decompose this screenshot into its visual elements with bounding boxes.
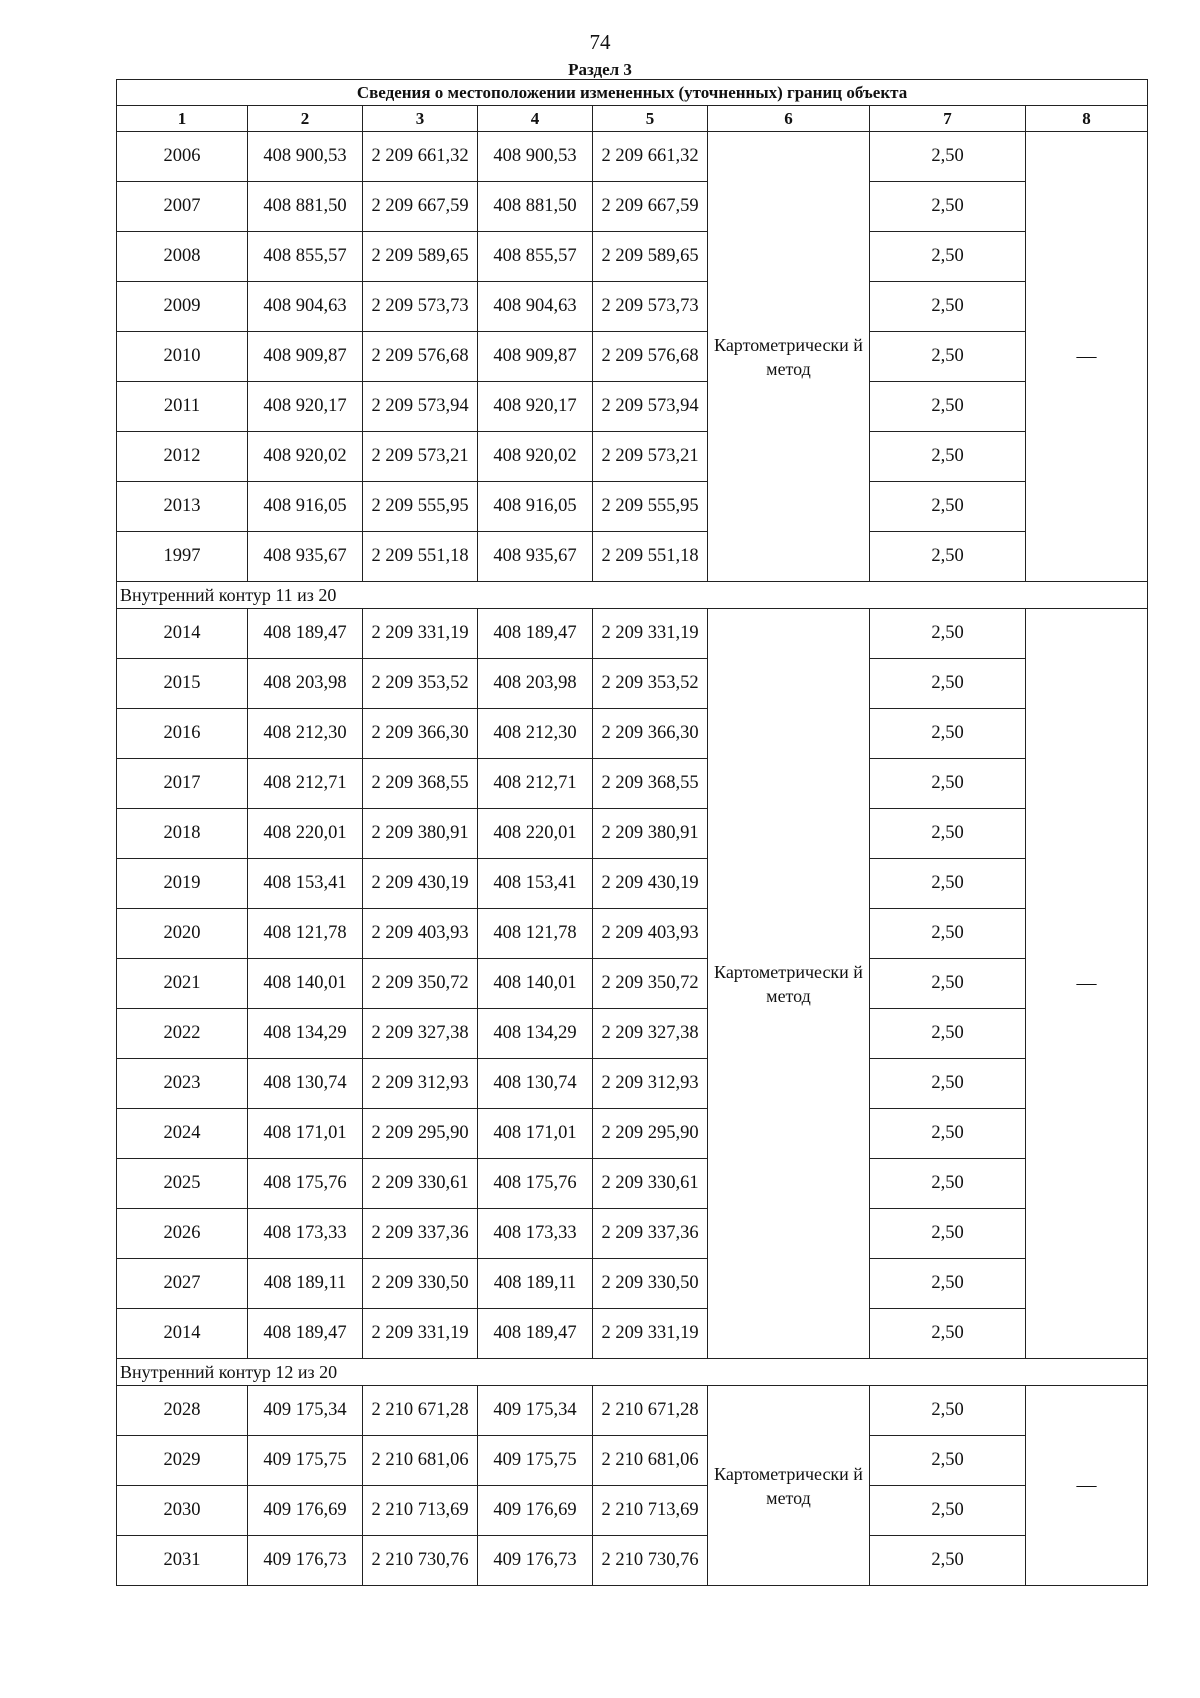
- table-body: [117, 132, 1148, 1586]
- point-number-cell: 2022: [117, 1009, 248, 1059]
- table-row: [117, 909, 1148, 959]
- point-number-cell: 2019: [117, 859, 248, 909]
- contour-label-row: [117, 1359, 1148, 1386]
- y-new-cell: 2 209 380,91: [593, 809, 708, 859]
- x-old-cell: 408 203,98: [248, 659, 363, 709]
- note-cell: —: [1026, 132, 1148, 582]
- point-number-cell: 1997: [117, 532, 248, 582]
- table-row: [117, 382, 1148, 432]
- point-number-cell: 2006: [117, 132, 248, 182]
- y-new-cell: 2 209 327,38: [593, 1009, 708, 1059]
- x-old-cell: 408 121,78: [248, 909, 363, 959]
- point-number-cell: 2020: [117, 909, 248, 959]
- point-number-cell: 2018: [117, 809, 248, 859]
- x-old-cell: 408 881,50: [248, 182, 363, 232]
- table-row: [117, 859, 1148, 909]
- point-number-cell: 2024: [117, 1109, 248, 1159]
- table-row: [117, 132, 1148, 182]
- x-old-cell: 408 175,76: [248, 1159, 363, 1209]
- table-row: [117, 282, 1148, 332]
- y-new-cell: 2 209 337,36: [593, 1209, 708, 1259]
- y-new-cell: 2 209 403,93: [593, 909, 708, 959]
- table-row: [117, 1536, 1148, 1586]
- table-row: [117, 759, 1148, 809]
- x-new-cell: 409 176,73: [478, 1536, 593, 1586]
- x-new-cell: 408 189,47: [478, 609, 593, 659]
- point-number-cell: 2031: [117, 1536, 248, 1586]
- accuracy-cell: 2,50: [870, 232, 1026, 282]
- y-old-cell: 2 209 295,90: [363, 1109, 478, 1159]
- y-old-cell: 2 209 331,19: [363, 1309, 478, 1359]
- accuracy-cell: 2,50: [870, 382, 1026, 432]
- x-old-cell: 408 173,33: [248, 1209, 363, 1259]
- y-old-cell: 2 209 430,19: [363, 859, 478, 909]
- point-number-cell: 2021: [117, 959, 248, 1009]
- y-old-cell: 2 210 681,06: [363, 1436, 478, 1486]
- accuracy-cell: 2,50: [870, 532, 1026, 582]
- x-new-cell: 408 920,02: [478, 432, 593, 482]
- table-row: [117, 1259, 1148, 1309]
- accuracy-cell: 2,50: [870, 182, 1026, 232]
- point-number-cell: 2017: [117, 759, 248, 809]
- x-old-cell: 408 920,02: [248, 432, 363, 482]
- y-new-cell: 2 209 555,95: [593, 482, 708, 532]
- x-new-cell: 409 175,75: [478, 1436, 593, 1486]
- y-old-cell: 2 209 331,19: [363, 609, 478, 659]
- y-old-cell: 2 209 368,55: [363, 759, 478, 809]
- y-old-cell: 2 209 551,18: [363, 532, 478, 582]
- y-old-cell: 2 209 576,68: [363, 332, 478, 382]
- x-old-cell: 408 904,63: [248, 282, 363, 332]
- point-number-cell: 2008: [117, 232, 248, 282]
- table-row: [117, 1386, 1148, 1436]
- boundary-coordinates-table: [116, 79, 1148, 1586]
- accuracy-cell: 2,50: [870, 1059, 1026, 1109]
- x-new-cell: 408 881,50: [478, 182, 593, 232]
- accuracy-cell: 2,50: [870, 1209, 1026, 1259]
- x-new-cell: 408 203,98: [478, 659, 593, 709]
- x-old-cell: 408 134,29: [248, 1009, 363, 1059]
- column-number-header: 3: [363, 106, 478, 132]
- x-old-cell: 408 220,01: [248, 809, 363, 859]
- y-old-cell: 2 209 573,21: [363, 432, 478, 482]
- y-new-cell: 2 209 573,21: [593, 432, 708, 482]
- table-row: [117, 1159, 1148, 1209]
- x-new-cell: 408 189,47: [478, 1309, 593, 1359]
- accuracy-cell: 2,50: [870, 809, 1026, 859]
- point-number-cell: 2026: [117, 1209, 248, 1259]
- y-old-cell: 2 209 337,36: [363, 1209, 478, 1259]
- y-old-cell: 2 210 730,76: [363, 1536, 478, 1586]
- y-old-cell: 2 209 327,38: [363, 1009, 478, 1059]
- y-old-cell: 2 210 713,69: [363, 1486, 478, 1536]
- point-number-cell: 2009: [117, 282, 248, 332]
- x-old-cell: 408 189,47: [248, 609, 363, 659]
- x-old-cell: 408 212,30: [248, 709, 363, 759]
- column-number-header: 4: [478, 106, 593, 132]
- y-new-cell: 2 209 573,73: [593, 282, 708, 332]
- contour-label: Внутренний контур 12 из 20: [117, 1359, 1148, 1386]
- y-old-cell: 2 209 589,65: [363, 232, 478, 282]
- table-row: [117, 1009, 1148, 1059]
- table-row: [117, 232, 1148, 282]
- column-number-header: 2: [248, 106, 363, 132]
- x-old-cell: 408 153,41: [248, 859, 363, 909]
- x-new-cell: 408 212,71: [478, 759, 593, 809]
- accuracy-cell: 2,50: [870, 1009, 1026, 1059]
- accuracy-cell: 2,50: [870, 1486, 1026, 1536]
- x-old-cell: 408 212,71: [248, 759, 363, 809]
- point-number-cell: 2029: [117, 1436, 248, 1486]
- accuracy-cell: 2,50: [870, 132, 1026, 182]
- accuracy-cell: 2,50: [870, 609, 1026, 659]
- x-old-cell: 409 175,34: [248, 1386, 363, 1436]
- y-new-cell: 2 209 667,59: [593, 182, 708, 232]
- table-caption: Сведения о местоположении измененных (уточненных) границ объекта: [117, 80, 1148, 106]
- y-new-cell: 2 209 368,55: [593, 759, 708, 809]
- x-new-cell: 408 153,41: [478, 859, 593, 909]
- point-number-cell: 2027: [117, 1259, 248, 1309]
- y-old-cell: 2 209 573,94: [363, 382, 478, 432]
- accuracy-cell: 2,50: [870, 909, 1026, 959]
- note-cell: —: [1026, 1386, 1148, 1586]
- accuracy-cell: 2,50: [870, 1386, 1026, 1436]
- accuracy-cell: 2,50: [870, 332, 1026, 382]
- y-new-cell: 2 210 681,06: [593, 1436, 708, 1486]
- accuracy-cell: 2,50: [870, 1536, 1026, 1586]
- y-new-cell: 2 209 353,52: [593, 659, 708, 709]
- point-number-cell: 2012: [117, 432, 248, 482]
- y-old-cell: 2 209 403,93: [363, 909, 478, 959]
- point-number-cell: 2015: [117, 659, 248, 709]
- accuracy-cell: 2,50: [870, 759, 1026, 809]
- accuracy-cell: 2,50: [870, 1159, 1026, 1209]
- x-old-cell: 409 176,73: [248, 1536, 363, 1586]
- table-row: [117, 659, 1148, 709]
- x-new-cell: 408 121,78: [478, 909, 593, 959]
- x-old-cell: 408 900,53: [248, 132, 363, 182]
- column-number-header: 1: [117, 106, 248, 132]
- x-new-cell: 408 920,17: [478, 382, 593, 432]
- x-new-cell: 408 916,05: [478, 482, 593, 532]
- y-old-cell: 2 209 667,59: [363, 182, 478, 232]
- x-old-cell: 409 176,69: [248, 1486, 363, 1536]
- page-number: 74: [589, 30, 611, 54]
- y-old-cell: 2 209 573,73: [363, 282, 478, 332]
- y-new-cell: 2 209 312,93: [593, 1059, 708, 1109]
- x-old-cell: 408 140,01: [248, 959, 363, 1009]
- y-new-cell: 2 209 589,65: [593, 232, 708, 282]
- table-row: [117, 182, 1148, 232]
- x-new-cell: 408 904,63: [478, 282, 593, 332]
- x-old-cell: 408 920,17: [248, 382, 363, 432]
- table-row: [117, 332, 1148, 382]
- x-new-cell: 408 935,67: [478, 532, 593, 582]
- y-new-cell: 2 210 671,28: [593, 1386, 708, 1436]
- table-row: [117, 1486, 1148, 1536]
- point-number-cell: 2010: [117, 332, 248, 382]
- y-old-cell: 2 209 380,91: [363, 809, 478, 859]
- table-row: [117, 609, 1148, 659]
- y-new-cell: 2 209 330,61: [593, 1159, 708, 1209]
- y-old-cell: 2 209 350,72: [363, 959, 478, 1009]
- column-number-header: 5: [593, 106, 708, 132]
- column-number-header: 7: [870, 106, 1026, 132]
- x-old-cell: 408 189,47: [248, 1309, 363, 1359]
- x-new-cell: 409 176,69: [478, 1486, 593, 1536]
- method-cell: Картометрически й метод: [708, 609, 870, 1359]
- y-new-cell: 2 209 295,90: [593, 1109, 708, 1159]
- x-new-cell: 408 173,33: [478, 1209, 593, 1259]
- y-new-cell: 2 209 430,19: [593, 859, 708, 909]
- y-new-cell: 2 209 331,19: [593, 1309, 708, 1359]
- y-new-cell: 2 209 661,32: [593, 132, 708, 182]
- x-old-cell: 408 189,11: [248, 1259, 363, 1309]
- accuracy-cell: 2,50: [870, 959, 1026, 1009]
- y-old-cell: 2 209 366,30: [363, 709, 478, 759]
- accuracy-cell: 2,50: [870, 659, 1026, 709]
- table-row: [117, 1209, 1148, 1259]
- accuracy-cell: 2,50: [870, 482, 1026, 532]
- y-old-cell: 2 209 312,93: [363, 1059, 478, 1109]
- x-old-cell: 408 935,67: [248, 532, 363, 582]
- note-cell: —: [1026, 609, 1148, 1359]
- x-new-cell: 408 134,29: [478, 1009, 593, 1059]
- y-old-cell: 2 209 330,50: [363, 1259, 478, 1309]
- method-cell: Картометрически й метод: [708, 1386, 870, 1586]
- point-number-cell: 2016: [117, 709, 248, 759]
- x-new-cell: 408 900,53: [478, 132, 593, 182]
- contour-label-row: [117, 582, 1148, 609]
- point-number-cell: 2030: [117, 1486, 248, 1536]
- method-cell: Картометрически й метод: [708, 132, 870, 582]
- y-old-cell: 2 210 671,28: [363, 1386, 478, 1436]
- y-new-cell: 2 210 730,76: [593, 1536, 708, 1586]
- accuracy-cell: 2,50: [870, 1309, 1026, 1359]
- accuracy-cell: 2,50: [870, 1436, 1026, 1486]
- x-old-cell: 408 171,01: [248, 1109, 363, 1159]
- y-old-cell: 2 209 330,61: [363, 1159, 478, 1209]
- y-new-cell: 2 209 366,30: [593, 709, 708, 759]
- point-number-cell: 2007: [117, 182, 248, 232]
- accuracy-cell: 2,50: [870, 859, 1026, 909]
- point-number-cell: 2028: [117, 1386, 248, 1436]
- accuracy-cell: 2,50: [870, 1259, 1026, 1309]
- column-number-header: 8: [1026, 106, 1148, 132]
- point-number-cell: 2025: [117, 1159, 248, 1209]
- column-number-header: 6: [708, 106, 870, 132]
- point-number-cell: 2011: [117, 382, 248, 432]
- x-new-cell: 408 220,01: [478, 809, 593, 859]
- y-new-cell: 2 209 331,19: [593, 609, 708, 659]
- point-number-cell: 2014: [117, 1309, 248, 1359]
- x-new-cell: 408 909,87: [478, 332, 593, 382]
- table-row: [117, 1109, 1148, 1159]
- x-old-cell: 408 130,74: [248, 1059, 363, 1109]
- x-new-cell: 408 212,30: [478, 709, 593, 759]
- table-row: [117, 1309, 1148, 1359]
- y-new-cell: 2 209 350,72: [593, 959, 708, 1009]
- table-row: [117, 482, 1148, 532]
- x-new-cell: 408 855,57: [478, 232, 593, 282]
- x-new-cell: 408 140,01: [478, 959, 593, 1009]
- x-new-cell: 408 189,11: [478, 1259, 593, 1309]
- accuracy-cell: 2,50: [870, 282, 1026, 332]
- y-new-cell: 2 210 713,69: [593, 1486, 708, 1536]
- point-number-cell: 2014: [117, 609, 248, 659]
- y-old-cell: 2 209 353,52: [363, 659, 478, 709]
- y-new-cell: 2 209 330,50: [593, 1259, 708, 1309]
- table-row: [117, 959, 1148, 1009]
- x-new-cell: 408 175,76: [478, 1159, 593, 1209]
- table-row: [117, 709, 1148, 759]
- y-old-cell: 2 209 661,32: [363, 132, 478, 182]
- accuracy-cell: 2,50: [870, 1109, 1026, 1159]
- x-new-cell: 409 175,34: [478, 1386, 593, 1436]
- y-new-cell: 2 209 573,94: [593, 382, 708, 432]
- contour-label: Внутренний контур 11 из 20: [117, 582, 1148, 609]
- point-number-cell: 2013: [117, 482, 248, 532]
- y-new-cell: 2 209 551,18: [593, 532, 708, 582]
- table-row: [117, 1059, 1148, 1109]
- section-title: Раздел 3: [568, 60, 632, 79]
- x-old-cell: 408 909,87: [248, 332, 363, 382]
- table-row: [117, 809, 1148, 859]
- table-row: [117, 1436, 1148, 1486]
- accuracy-cell: 2,50: [870, 709, 1026, 759]
- y-old-cell: 2 209 555,95: [363, 482, 478, 532]
- accuracy-cell: 2,50: [870, 432, 1026, 482]
- x-new-cell: 408 171,01: [478, 1109, 593, 1159]
- table-row: [117, 532, 1148, 582]
- x-old-cell: 408 855,57: [248, 232, 363, 282]
- point-number-cell: 2023: [117, 1059, 248, 1109]
- table-row: [117, 432, 1148, 482]
- x-old-cell: 409 175,75: [248, 1436, 363, 1486]
- x-new-cell: 408 130,74: [478, 1059, 593, 1109]
- y-new-cell: 2 209 576,68: [593, 332, 708, 382]
- x-old-cell: 408 916,05: [248, 482, 363, 532]
